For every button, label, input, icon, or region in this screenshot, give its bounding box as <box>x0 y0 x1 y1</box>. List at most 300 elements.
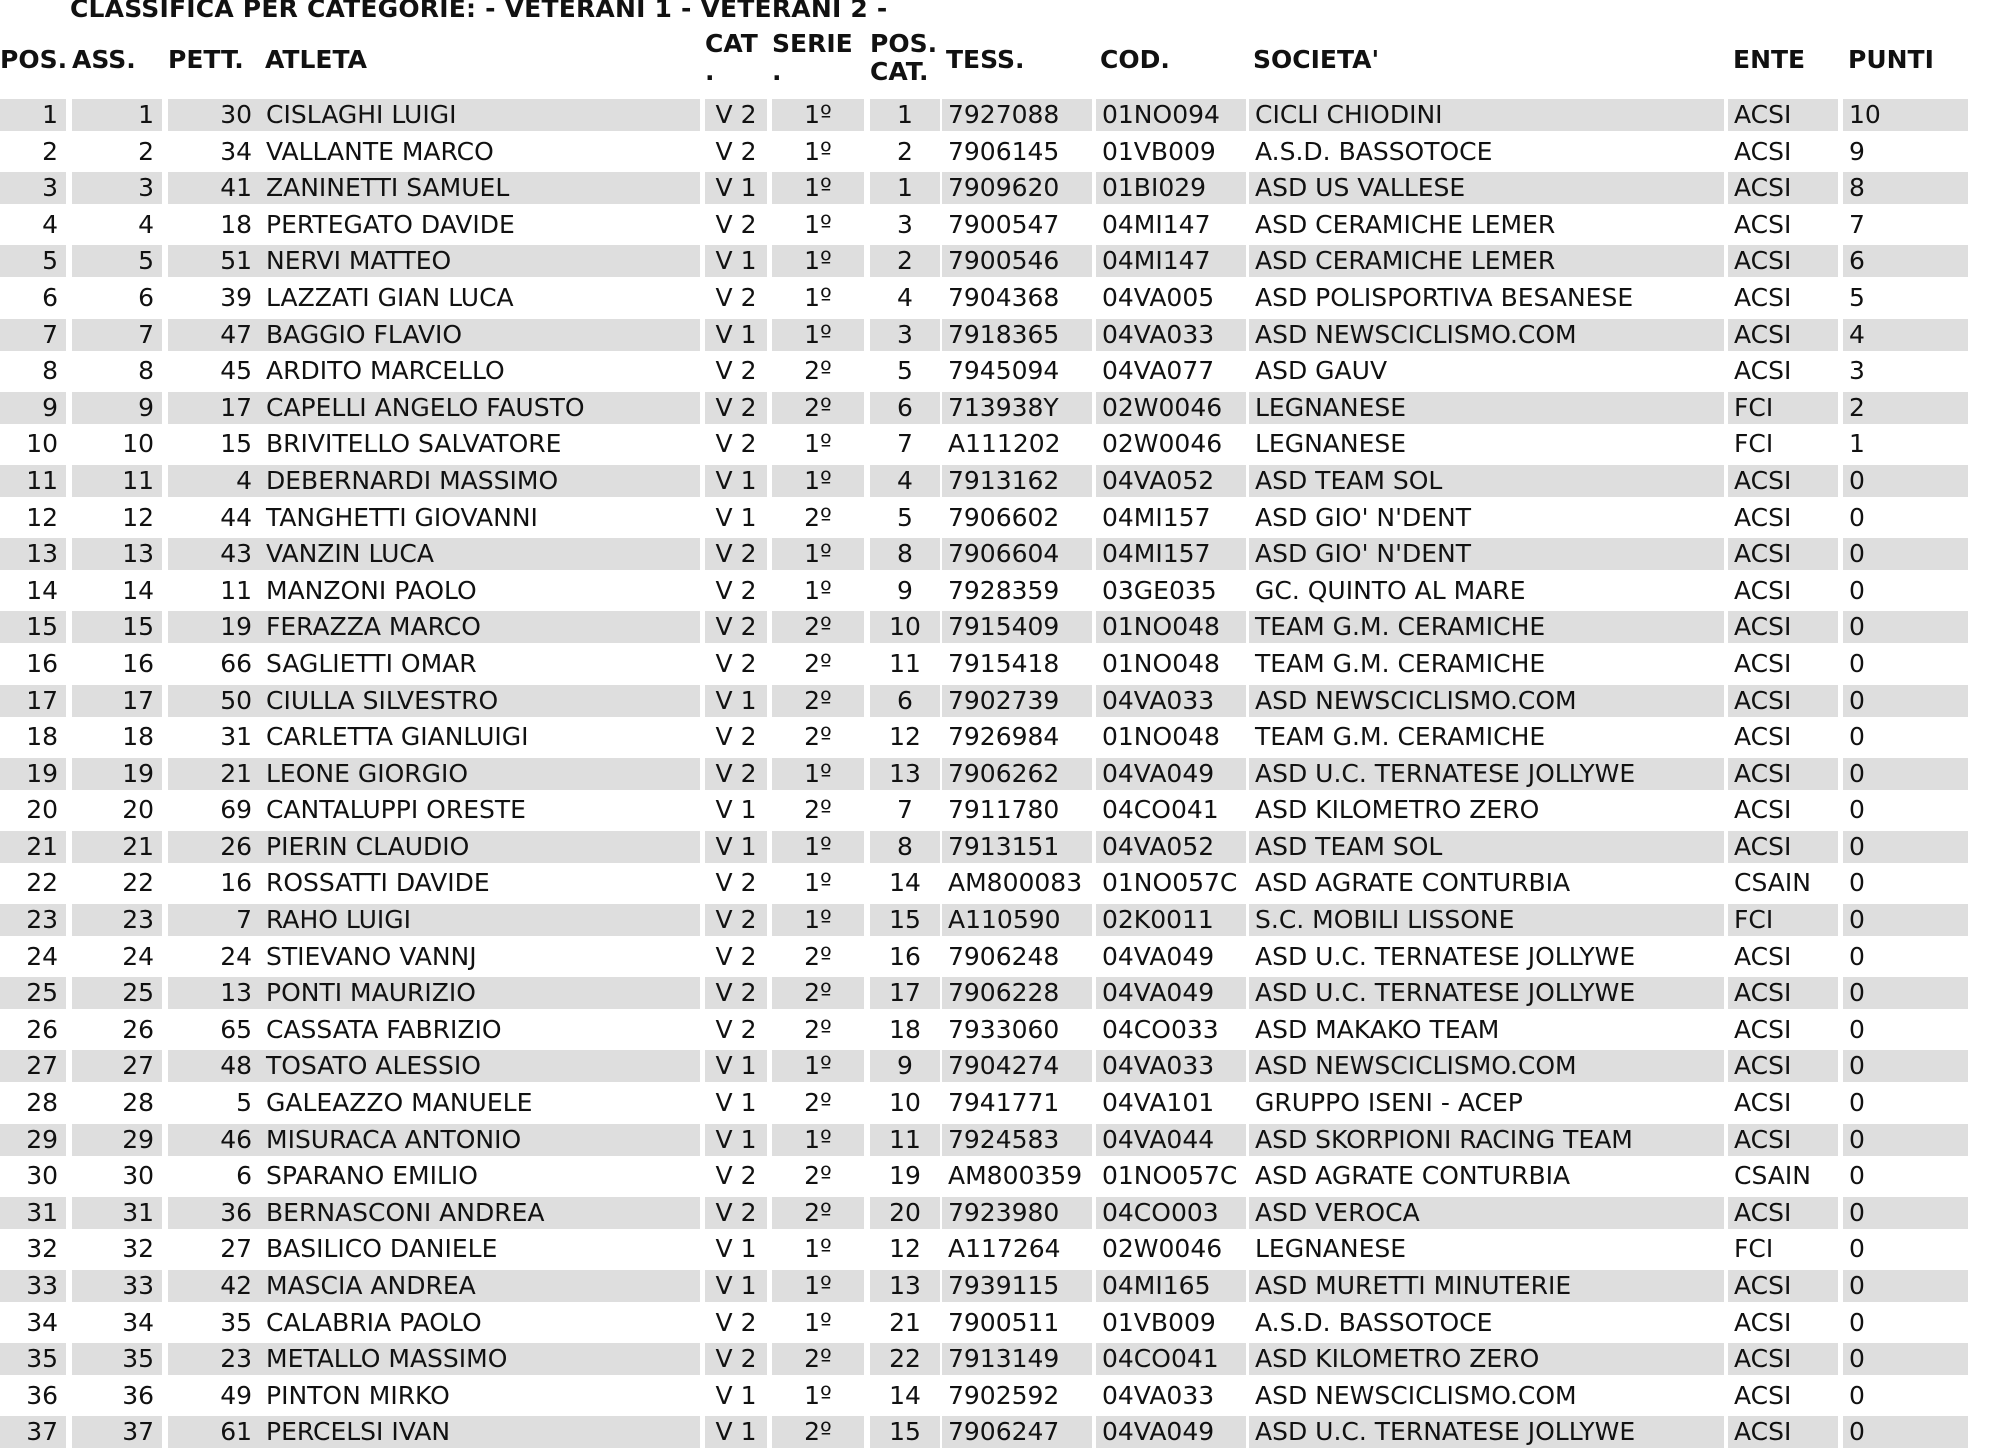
cell-ass: 10 <box>122 429 154 459</box>
cell-societa: ASD KILOMETRO ZERO <box>1249 1343 1724 1375</box>
cell-ente: ACSI <box>1728 977 1838 1009</box>
cell-ass: 26 <box>122 1014 154 1044</box>
cell-tess: 7906145 <box>948 136 1060 166</box>
cell-pos-cat: 15 <box>870 904 940 936</box>
cell-pett: 43 <box>168 538 260 570</box>
cell-punti: 0 <box>1843 977 1968 1009</box>
cell-atleta: BAGGIO FLAVIO <box>260 319 700 351</box>
cell-tess: 7918365 <box>942 319 1092 351</box>
cell-punti: 0 <box>1843 1124 1968 1156</box>
cell-pos-cat: 4 <box>897 282 913 312</box>
cell-pett: 11 <box>220 575 252 605</box>
cell-punti: 10 <box>1843 99 1968 131</box>
cell-punti: 1 <box>1849 429 1865 459</box>
cell-cod: 04CO033 <box>1102 1014 1219 1044</box>
cell-tess: 7911780 <box>948 795 1060 825</box>
cell-tess: 7902739 <box>942 685 1092 717</box>
cell-punti: 0 <box>1849 1234 1865 1264</box>
cell-atleta: ARDITO MARCELLO <box>266 356 505 386</box>
cell-cat: V 2 <box>705 538 767 570</box>
cell-serie: 2º <box>804 502 832 532</box>
cell-atleta: SAGLIETTI OMAR <box>266 648 477 678</box>
cell-pos: 1 <box>0 99 66 131</box>
table-row <box>0 902 2008 939</box>
cell-pos-cat: 10 <box>870 611 940 643</box>
cell-cod: 04CO003 <box>1096 1197 1246 1229</box>
table-row <box>0 975 2008 1012</box>
cell-cod: 01NO094 <box>1096 99 1246 131</box>
cell-pos-cat: 7 <box>897 429 913 459</box>
table-row <box>0 1378 2008 1415</box>
cell-pos-cat: 9 <box>897 575 913 605</box>
cell-tess: 7941771 <box>948 1088 1060 1118</box>
cell-atleta: CANTALUPPI ORESTE <box>266 795 526 825</box>
table-row <box>0 1414 2008 1451</box>
cell-cat: V 2 <box>705 392 767 424</box>
cell-atleta: NERVI MATTEO <box>260 245 700 277</box>
cell-societa: CICLI CHIODINI <box>1249 99 1724 131</box>
cell-cod: 04VA049 <box>1096 1416 1246 1448</box>
cell-cat: V 1 <box>705 245 767 277</box>
cell-cat: V 2 <box>715 941 757 971</box>
cell-tess: 7900546 <box>942 245 1092 277</box>
cell-atleta: VANZIN LUCA <box>260 538 700 570</box>
cell-ass: 15 <box>72 611 162 643</box>
cell-serie: 1º <box>804 209 832 239</box>
cell-ente: ACSI <box>1728 99 1838 131</box>
cell-ass: 2 <box>138 136 154 166</box>
cell-cod: 02W0046 <box>1102 429 1223 459</box>
cell-serie: 1º <box>772 1124 864 1156</box>
cell-ente: FCI <box>1728 392 1838 424</box>
cell-pos-cat: 18 <box>889 1014 921 1044</box>
cell-serie: 2º <box>772 1343 864 1375</box>
cell-punti: 0 <box>1843 685 1968 717</box>
cell-pos: 4 <box>42 209 58 239</box>
cell-pett: 48 <box>168 1050 260 1082</box>
cell-cat: V 2 <box>705 611 767 643</box>
cell-tess: 7927088 <box>942 99 1092 131</box>
cell-tess: 7913149 <box>942 1343 1092 1375</box>
cell-serie: 2º <box>804 1088 832 1118</box>
cell-pos: 6 <box>42 282 58 312</box>
cell-atleta: TOSATO ALESSIO <box>260 1050 700 1082</box>
cell-tess: 7945094 <box>948 356 1060 386</box>
cell-tess: 7906248 <box>948 941 1060 971</box>
cell-cod: 02K0011 <box>1096 904 1246 936</box>
cell-ente: FCI <box>1734 429 1774 459</box>
table-row <box>0 97 2008 134</box>
cell-atleta: CASSATA FABRIZIO <box>266 1014 502 1044</box>
cell-ente: ACSI <box>1734 502 1792 532</box>
cell-ente: ACSI <box>1734 795 1792 825</box>
cell-punti: 6 <box>1843 245 1968 277</box>
cell-societa: ASD NEWSCICLISMO.COM <box>1249 685 1724 717</box>
table-row <box>0 609 2008 646</box>
cell-punti: 0 <box>1843 1416 1968 1448</box>
cell-ente: ACSI <box>1728 1050 1838 1082</box>
cell-societa: ASD VEROCA <box>1249 1197 1724 1229</box>
cell-pett: 7 <box>168 904 260 936</box>
cell-pos: 19 <box>0 758 66 790</box>
cell-pos: 36 <box>26 1380 58 1410</box>
cell-serie: 2º <box>772 685 864 717</box>
cell-pett: 34 <box>220 136 252 166</box>
cell-pos: 17 <box>0 685 66 717</box>
cell-punti: 0 <box>1849 1307 1865 1337</box>
cell-pos: 32 <box>26 1234 58 1264</box>
cell-pos: 18 <box>26 722 58 752</box>
cell-serie: 2º <box>804 356 832 386</box>
cell-serie: 2º <box>804 722 832 752</box>
cell-cat: V 2 <box>705 1197 767 1229</box>
cell-pett: 36 <box>168 1197 260 1229</box>
cell-pos: 23 <box>0 904 66 936</box>
cell-tess: 7915409 <box>942 611 1092 643</box>
cell-ass: 22 <box>122 868 154 898</box>
cell-punti: 4 <box>1843 319 1968 351</box>
cell-pos: 9 <box>0 392 66 424</box>
cell-punti: 9 <box>1849 136 1865 166</box>
cell-ente: ACSI <box>1734 1307 1792 1337</box>
cell-cat: V 2 <box>715 356 757 386</box>
cell-ass: 34 <box>122 1307 154 1337</box>
cell-pos-cat: 6 <box>870 685 940 717</box>
cell-pett: 42 <box>168 1270 260 1302</box>
table-header <box>0 28 2008 92</box>
cell-serie: 1º <box>804 1307 832 1337</box>
cell-punti: 0 <box>1843 1197 1968 1229</box>
cell-pos-cat: 12 <box>889 1234 921 1264</box>
cell-ass: 9 <box>72 392 162 424</box>
cell-cod: 04MI165 <box>1096 1270 1246 1302</box>
cell-punti: 0 <box>1849 1380 1865 1410</box>
cell-atleta: BASILICO DANIELE <box>266 1234 498 1264</box>
cell-cat: V 2 <box>705 758 767 790</box>
cell-societa: ASD TEAM SOL <box>1249 831 1724 863</box>
cell-pos-cat: 6 <box>870 392 940 424</box>
cell-punti: 0 <box>1843 758 1968 790</box>
cell-cat: V 1 <box>715 1088 757 1118</box>
table-row <box>0 1158 2008 1195</box>
cell-pos-cat: 3 <box>897 209 913 239</box>
cell-atleta: FERAZZA MARCO <box>260 611 700 643</box>
cell-serie: 1º <box>772 904 864 936</box>
table-row <box>0 353 2008 390</box>
cell-cod: 04MI157 <box>1102 502 1211 532</box>
results-table <box>0 97 2008 1451</box>
cell-tess: 7904368 <box>948 282 1060 312</box>
cell-pos-cat: 10 <box>889 1088 921 1118</box>
cell-societa: TEAM G.M. CERAMICHE <box>1255 648 1546 678</box>
cell-punti: 0 <box>1849 648 1865 678</box>
cell-cat: V 1 <box>715 795 757 825</box>
cell-cod: 01NO057C <box>1102 868 1238 898</box>
cell-cat: V 2 <box>715 429 757 459</box>
cell-atleta: MANZONI PAOLO <box>266 575 477 605</box>
cell-tess: 7924583 <box>942 1124 1092 1156</box>
cell-ente: ACSI <box>1728 319 1838 351</box>
cell-cat: V 2 <box>705 904 767 936</box>
cell-ente: ACSI <box>1734 136 1792 166</box>
table-row <box>0 207 2008 244</box>
table-row <box>0 573 2008 610</box>
cell-atleta: MASCIA ANDREA <box>260 1270 700 1302</box>
cell-pos: 3 <box>0 172 66 204</box>
cell-pett: 15 <box>220 429 252 459</box>
cell-ente: ACSI <box>1728 465 1838 497</box>
cell-pett: 51 <box>168 245 260 277</box>
cell-pos: 34 <box>26 1307 58 1337</box>
cell-pos: 33 <box>0 1270 66 1302</box>
cell-pos: 24 <box>26 941 58 971</box>
cell-societa: ASD SKORPIONI RACING TEAM <box>1249 1124 1724 1156</box>
cell-pos: 29 <box>0 1124 66 1156</box>
cell-atleta: RAHO LUIGI <box>260 904 700 936</box>
cell-pos-cat: 12 <box>889 722 921 752</box>
cell-tess: A110590 <box>942 904 1092 936</box>
cell-ass: 28 <box>122 1088 154 1118</box>
cell-societa: ASD POLISPORTIVA BESANESE <box>1255 282 1634 312</box>
header-ente: ENTE <box>1733 45 1806 74</box>
cell-ente: CSAIN <box>1734 868 1811 898</box>
header-societa: SOCIETA' <box>1253 45 1380 74</box>
cell-punti: 0 <box>1843 611 1968 643</box>
cell-cod: 04VA049 <box>1102 941 1215 971</box>
cell-societa: A.S.D. BASSOTOCE <box>1255 1307 1493 1337</box>
cell-cod: 03GE035 <box>1102 575 1217 605</box>
cell-societa: ASD U.C. TERNATESE JOLLYWE <box>1249 977 1724 1009</box>
cell-pos: 25 <box>0 977 66 1009</box>
cell-cod: 02W0046 <box>1102 1234 1223 1264</box>
cell-cod: 02W0046 <box>1096 392 1246 424</box>
table-row <box>0 792 2008 829</box>
header-tess: TESS. <box>946 45 1025 74</box>
cell-tess: 7906228 <box>942 977 1092 1009</box>
cell-cod: 04MI157 <box>1096 538 1246 570</box>
cell-cod: 04CO041 <box>1096 1343 1246 1375</box>
cell-atleta: CISLAGHI LUIGI <box>260 99 700 131</box>
cell-serie: 2º <box>804 1014 832 1044</box>
cell-punti: 0 <box>1849 1014 1865 1044</box>
cell-societa: ASD U.C. TERNATESE JOLLYWE <box>1249 758 1724 790</box>
cell-societa: ASD NEWSCICLISMO.COM <box>1249 1050 1724 1082</box>
cell-cat: V 1 <box>705 1270 767 1302</box>
cell-pos: 5 <box>0 245 66 277</box>
cell-punti: 0 <box>1843 1343 1968 1375</box>
cell-societa: ASD MAKAKO TEAM <box>1255 1014 1500 1044</box>
cell-serie: 2º <box>772 977 864 1009</box>
cell-punti: 2 <box>1843 392 1968 424</box>
cell-ente: ACSI <box>1734 941 1792 971</box>
cell-pett: 30 <box>168 99 260 131</box>
cell-pett: 31 <box>220 722 252 752</box>
cell-cod: 04VA049 <box>1096 977 1246 1009</box>
cell-punti: 0 <box>1843 831 1968 863</box>
cell-societa: ASD TEAM SOL <box>1249 465 1724 497</box>
cell-pos-cat: 9 <box>870 1050 940 1082</box>
cell-cod: 04VA052 <box>1096 465 1246 497</box>
cell-pos: 13 <box>0 538 66 570</box>
cell-pett: 47 <box>168 319 260 351</box>
cell-societa: ASD GIO' N'DENT <box>1249 538 1724 570</box>
cell-serie: 1º <box>772 319 864 351</box>
cell-pos-cat: 16 <box>889 941 921 971</box>
cell-ass: 14 <box>122 575 154 605</box>
cell-punti: 0 <box>1843 1050 1968 1082</box>
cell-cat: V 2 <box>715 575 757 605</box>
cell-pett: 50 <box>168 685 260 717</box>
cell-pett: 39 <box>220 282 252 312</box>
cell-pos-cat: 11 <box>870 1124 940 1156</box>
cell-ente: ACSI <box>1728 1197 1838 1229</box>
table-row <box>0 1122 2008 1159</box>
cell-punti: 0 <box>1849 941 1865 971</box>
cell-serie: 1º <box>804 1380 832 1410</box>
cell-ass: 29 <box>72 1124 162 1156</box>
cell-pett: 44 <box>220 502 252 532</box>
cell-pos-cat: 19 <box>889 1161 921 1191</box>
cell-ente: ACSI <box>1728 685 1838 717</box>
cell-pos-cat: 3 <box>870 319 940 351</box>
cell-societa: A.S.D. BASSOTOCE <box>1255 136 1493 166</box>
cell-tess: 7913162 <box>942 465 1092 497</box>
table-row <box>0 939 2008 976</box>
table-row <box>0 463 2008 500</box>
cell-atleta: TANGHETTI GIOVANNI <box>266 502 538 532</box>
cell-cat: V 1 <box>705 1124 767 1156</box>
header-pos: POS. <box>0 45 68 74</box>
cell-pos: 20 <box>26 795 58 825</box>
cell-pett: 65 <box>220 1014 252 1044</box>
cell-cat: V 2 <box>715 1014 757 1044</box>
cell-ass: 5 <box>72 245 162 277</box>
cell-pos: 2 <box>42 136 58 166</box>
cell-atleta: STIEVANO VANNJ <box>266 941 477 971</box>
table-row <box>0 536 2008 573</box>
cell-pos-cat: 2 <box>897 136 913 166</box>
cell-ente: ACSI <box>1728 1270 1838 1302</box>
cell-societa: GC. QUINTO AL MARE <box>1255 575 1526 605</box>
header-punti: PUNTI <box>1848 45 1934 74</box>
cell-cod: 04MI147 <box>1096 245 1246 277</box>
cell-societa: ASD GIO' N'DENT <box>1255 502 1472 532</box>
cell-cod: 04VA052 <box>1096 831 1246 863</box>
cell-pos-cat: 21 <box>889 1307 921 1337</box>
cell-tess: 7939115 <box>942 1270 1092 1302</box>
table-row <box>0 756 2008 793</box>
cell-cat: V 1 <box>715 1380 757 1410</box>
cell-atleta: PERTEGATO DAVIDE <box>266 209 515 239</box>
cell-cat: V 2 <box>715 209 757 239</box>
cell-ass: 37 <box>72 1416 162 1448</box>
table-row <box>0 865 2008 902</box>
cell-ente: ACSI <box>1728 611 1838 643</box>
cell-pos-cat: 13 <box>870 758 940 790</box>
cell-ass: 21 <box>72 831 162 863</box>
table-row <box>0 1341 2008 1378</box>
cell-ass: 1 <box>72 99 162 131</box>
cell-pett: 26 <box>168 831 260 863</box>
cell-cod: 04VA101 <box>1102 1088 1215 1118</box>
cell-atleta: CAPELLI ANGELO FAUSTO <box>260 392 700 424</box>
cell-ass: 6 <box>138 282 154 312</box>
cell-punti: 0 <box>1849 502 1865 532</box>
cell-cod: 04VA044 <box>1096 1124 1246 1156</box>
cell-serie: 2º <box>804 795 832 825</box>
cell-ass: 23 <box>72 904 162 936</box>
cell-cod: 01VB009 <box>1102 136 1216 166</box>
cell-ass: 13 <box>72 538 162 570</box>
cell-punti: 5 <box>1849 282 1865 312</box>
page-title: CLASSIFICA PER CATEGORIE: - VETERANI 1 - VETERANI 2 - <box>70 0 888 23</box>
cell-ente: ACSI <box>1734 282 1792 312</box>
table-row <box>0 1085 2008 1122</box>
cell-punti: 0 <box>1843 904 1968 936</box>
cell-societa: TEAM G.M. CERAMICHE <box>1255 722 1546 752</box>
table-row <box>0 646 2008 683</box>
cell-pos: 21 <box>0 831 66 863</box>
table-row <box>0 317 2008 354</box>
cell-atleta: SPARANO EMILIO <box>266 1161 478 1191</box>
cell-pos-cat: 2 <box>870 245 940 277</box>
cell-cat: V 2 <box>705 99 767 131</box>
cell-societa: ASD CERAMICHE LEMER <box>1255 209 1556 239</box>
cell-cod: 04VA049 <box>1096 758 1246 790</box>
cell-atleta: CARLETTA GIANLUIGI <box>266 722 529 752</box>
cell-ente: ACSI <box>1734 722 1792 752</box>
cell-punti: 8 <box>1843 172 1968 204</box>
cell-cod: 01BI029 <box>1096 172 1246 204</box>
cell-pett: 45 <box>220 356 252 386</box>
cell-tess: A111202 <box>948 429 1061 459</box>
cell-punti: 0 <box>1849 795 1865 825</box>
cell-atleta: ZANINETTI SAMUEL <box>260 172 700 204</box>
cell-pos-cat: 8 <box>870 831 940 863</box>
cell-ass: 20 <box>122 795 154 825</box>
cell-cod: 01NO048 <box>1102 648 1220 678</box>
cell-pos-cat: 4 <box>870 465 940 497</box>
cell-serie: 1º <box>804 136 832 166</box>
cell-pett: 46 <box>168 1124 260 1156</box>
cell-tess: 7933060 <box>948 1014 1060 1044</box>
cell-atleta: BRIVITELLO SALVATORE <box>266 429 562 459</box>
cell-tess: 7902592 <box>948 1380 1060 1410</box>
cell-ass: 18 <box>122 722 154 752</box>
cell-pos-cat: 1 <box>870 99 940 131</box>
cell-cat: V 1 <box>715 1234 757 1264</box>
cell-societa: LEGNANESE <box>1255 429 1407 459</box>
cell-punti: 0 <box>1843 1270 1968 1302</box>
cell-cat: V 1 <box>705 1416 767 1448</box>
cell-pos-cat: 14 <box>889 1380 921 1410</box>
cell-serie: 1º <box>772 758 864 790</box>
header-pett: PETT. <box>168 45 244 74</box>
cell-serie: 1º <box>772 465 864 497</box>
cell-serie: 1º <box>772 538 864 570</box>
cell-societa: LEGNANESE <box>1249 392 1724 424</box>
cell-pos: 14 <box>26 575 58 605</box>
cell-punti: 0 <box>1849 1161 1865 1191</box>
cell-ass: 27 <box>72 1050 162 1082</box>
cell-pett: 17 <box>168 392 260 424</box>
header-pos-cat: POS. CAT. <box>870 29 938 86</box>
cell-punti: 0 <box>1849 868 1865 898</box>
cell-cat: V 1 <box>705 465 767 497</box>
cell-pos-cat: 15 <box>870 1416 940 1448</box>
cell-pett: 61 <box>168 1416 260 1448</box>
cell-atleta: CALABRIA PAOLO <box>266 1307 482 1337</box>
